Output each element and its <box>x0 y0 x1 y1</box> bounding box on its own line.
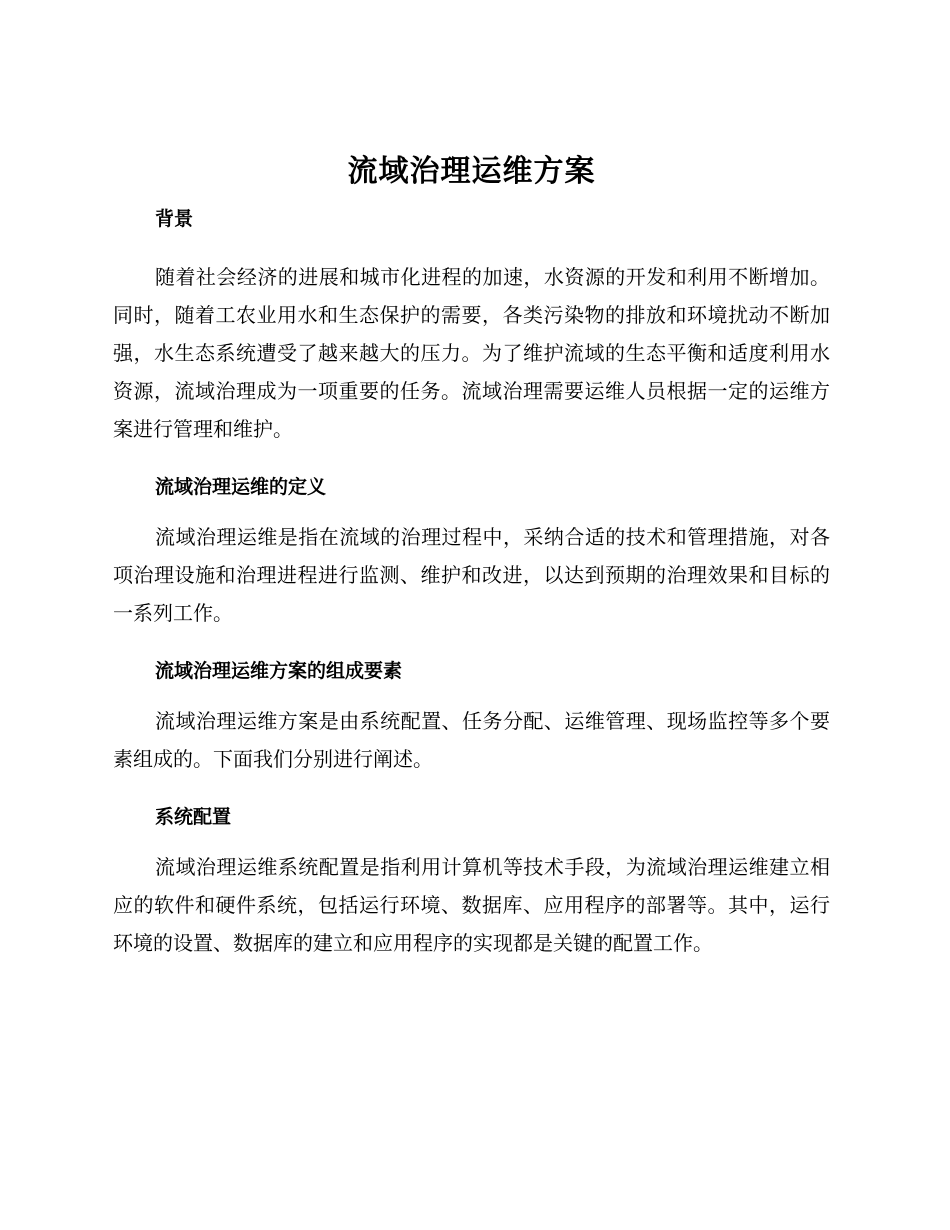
paragraph-definition: 流域治理运维是指在流域的治理过程中，采纳合适的技术和管理措施，对各项治理设施和治理进程进行监测、维护和改进，以达到预期的治理效果和目标的一系列工作。 <box>113 525 830 625</box>
paragraph-components: 流域治理运维方案是由系统配置、任务分配、运维管理、现场监控等多个要素组成的。下面我们分别进行阐述。 <box>113 709 830 771</box>
section-heading-system-config: 系统配置 <box>155 806 232 828</box>
section-heading-background: 背景 <box>155 208 194 230</box>
paragraph-system-config: 流域治理运维系统配置是指利用计算机等技术手段，为流域治理运维建立相应的软件和硬件系统，包括运行环境、数据库、应用程序的部署等。其中，运行环境的设置、数据库的建立和应用程序的实现都是关键的配置工作。 <box>113 855 830 955</box>
section-heading-definition: 流域治理运维的定义 <box>155 476 327 498</box>
document-title: 流域治理运维方案 <box>347 154 596 189</box>
section-heading-components: 流域治理运维方案的组成要素 <box>155 660 403 682</box>
document-body <box>113 150 830 962</box>
paragraph-background: 随着社会经济的进展和城市化进程的加速，水资源的开发和利用不断增加。同时，随着工农业用水和生态保护的需要，各类污染物的排放和环境扰动不断加强，水生态系统遭受了越来越大的压力。为了维护流域的生态平衡和适度利用水资源，流域治理成为一项重要的任务。流域治理需要运维人员根据一定的运维方案进行管理和维护。 <box>113 265 830 441</box>
